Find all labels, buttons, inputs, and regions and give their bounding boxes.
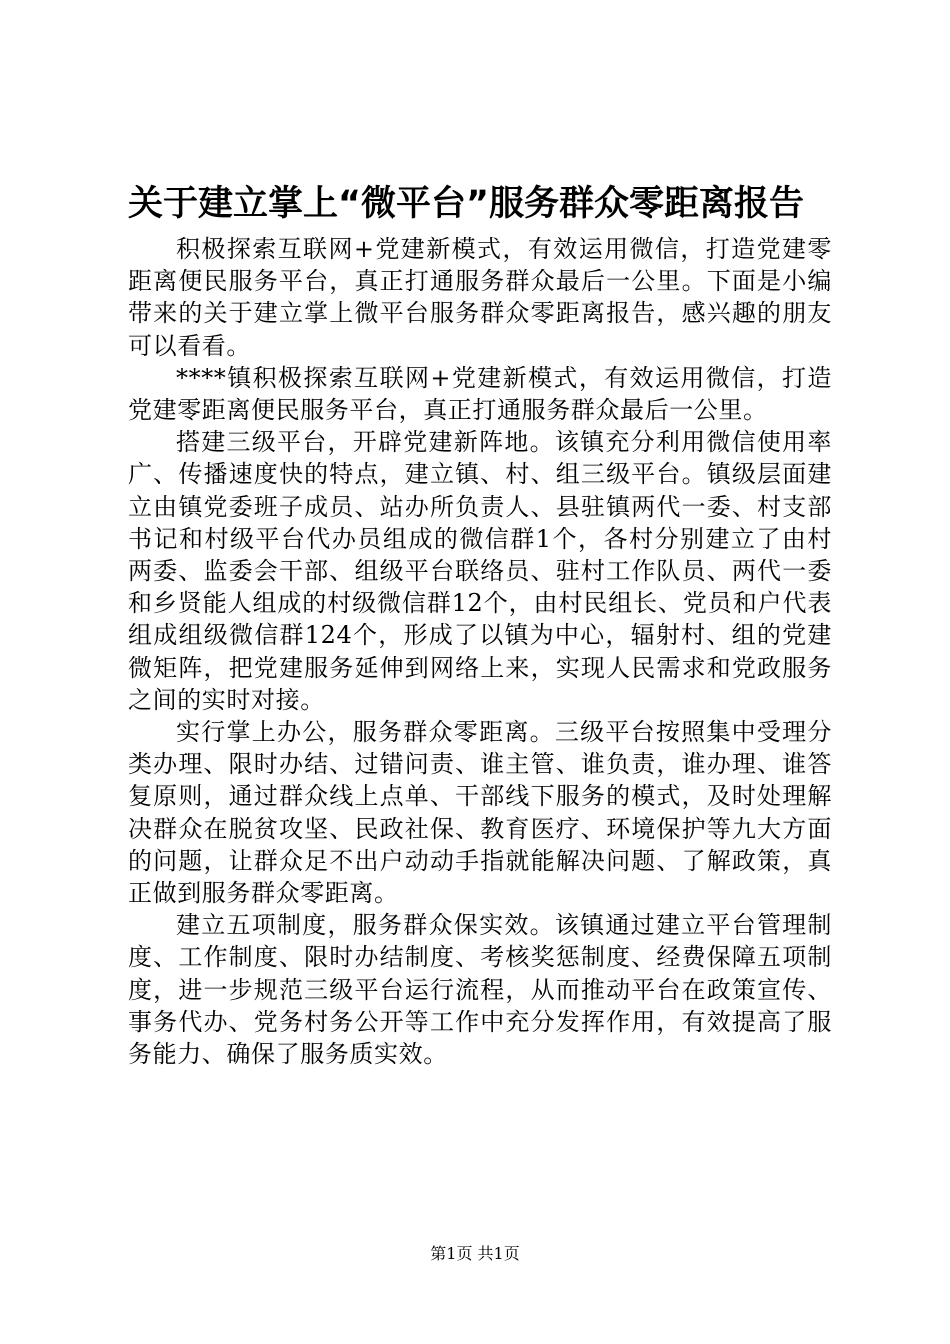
paragraph-system: 建立五项制度，服务群众保实效。该镇通过建立平台管理制度、工作制度、限时办结制度、考核奖惩制度、经费保障五项制度，进一步规范三级平台运行流程，从而推动平台在政策宣传、事务代办、党务村务公开等工作中充分发挥作用，有效提高了服务能力、确保了服务质实效。 [128, 911, 832, 1069]
paragraph-summary: ****镇积极探索互联网+党建新模式，有效运用微信，打造党建零距离便民服务平台，真正打通服务群众最后一公里。 [128, 363, 832, 425]
paragraph-intro: 积极探索互联网+党建新模式，有效运用微信，打造党建零距离便民服务平台，真正打通服务群众最后一公里。下面是小编带来的关于建立掌上微平台服务群众零距离报告，感兴趣的朋友可以看看。 [128, 235, 832, 360]
page-footer: 第1页 共1页 [430, 1244, 520, 1263]
document-body [128, 233, 832, 1070]
paragraph-platform: 搭建三级平台，开辟党建新阵地。该镇充分利用微信使用率广、传播速度快的特点，建立镇、村、组三级平台。镇级层面建立由镇党委班子成员、站办所负责人、县驻镇两代一委、村支部书记和村级平台代办员组成的微信群1个，各村分别建立了由村两委、监委会干部、组级平台联络员、驻村工作队员、两代一委和乡贤能人组成的村级微信群12个，由村民组长、党员和户代表组成组级微信群124个，形成了以镇为中心，辐射村、组的党建微矩阵，把党建服务延伸到网络上来，实现人民需求和党政服务之间的实时对接。 [128, 428, 832, 714]
paragraph-office: 实行掌上办公，服务群众零距离。三级平台按照集中受理分类办理、限时办结、过错问责、谁主管、谁负责，谁办理、谁答复原则，通过群众线上点单、干部线下服务的模式，及时处理解决群众在脱贫攻坚、民政社保、教育医疗、环境保护等九大方面的问题，让群众足不出户动动手指就能解决问题、了解政策，真正做到服务群众零距离。 [128, 718, 832, 908]
document-title: 关于建立掌上“微平台”服务群众零距离报告 [128, 184, 805, 224]
